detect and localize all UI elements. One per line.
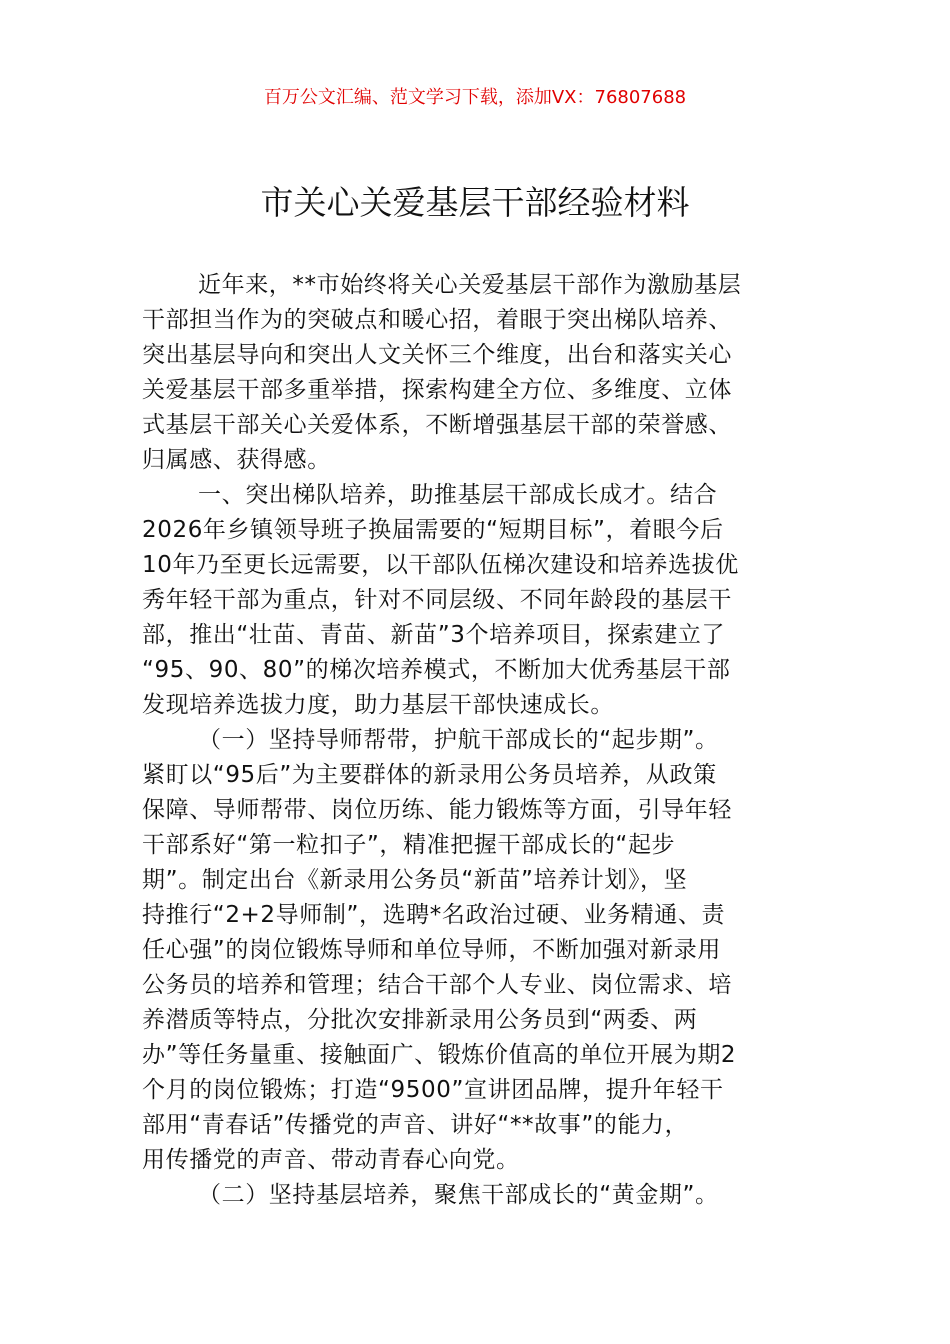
- body-line: 期”。制定出台《新录用公务员“新苗”培养计划》，坚: [142, 867, 688, 893]
- subsection-heading-line: （二）坚持基层培养，聚焦干部成长的“黄金期”。: [198, 1182, 719, 1208]
- body-line: 公务员的培养和管理；结合干部个人专业、岗位需求、培: [142, 972, 732, 998]
- body-line: 归属感、获得感。: [142, 447, 331, 473]
- body-line: 干部系好“第一粒扣子”，精准把握干部成长的“起步: [142, 832, 676, 858]
- body-line: 个月的岗位锻炼；打造“9500”宣讲团品牌，提升年轻干: [142, 1077, 724, 1103]
- body-line: 持推行“2+2导师制”，选聘*名政治过硬、业务精通、责: [142, 902, 726, 928]
- body-line: 10年乃至更长远需要，以干部队伍梯次建设和培养选拔优: [142, 552, 739, 578]
- body-line: 关爱基层干部多重举措，探索构建全方位、多维度、立体: [142, 377, 732, 403]
- subsection-heading-line: （一）坚持导师帮带，护航干部成长的“起步期”。: [198, 727, 719, 753]
- body-line: 任心强”的岗位锻炼导师和单位导师，不断加强对新录用: [142, 937, 721, 963]
- body-line: 发现培养选拔力度，助力基层干部快速成长。: [142, 692, 614, 718]
- body-line: 保障、导师帮带、岗位历练、能力锻炼等方面，引导年轻: [142, 797, 732, 823]
- body-line: 用传播党的声音、带动青春心向党。: [142, 1147, 520, 1173]
- section-heading-line: 一、突出梯队培养，助推基层干部成长成才。结合: [198, 482, 718, 508]
- body-line: “95、90、80”的梯次培养模式，不断加大优秀基层干部: [142, 657, 731, 683]
- body-line: 养潜质等特点，分批次安排新录用公务员到“两委、两: [142, 1007, 698, 1033]
- header-note: 百万公文汇编、范文学习下载，添加VX：76807688: [263, 87, 687, 108]
- body-line: 干部担当作为的突破点和暖心招，着眼于突出梯队培养、: [142, 307, 732, 333]
- body-line: 部用“青春话”传播党的声音、讲好“**故事”的能力，: [142, 1112, 689, 1138]
- page-title: 市关心关爱基层干部经验材料: [260, 183, 690, 222]
- body-line: 办”等任务量重、接触面广、锻炼价值高的单位开展为期2: [142, 1042, 737, 1068]
- body-line: 秀年轻干部为重点，针对不同层级、不同年龄段的基层干: [142, 587, 732, 613]
- body-line: 近年来，**市始终将关心关爱基层干部作为激励基层: [198, 272, 742, 298]
- body-line: 式基层干部关心关爱体系，不断增强基层干部的荣誉感、: [142, 412, 732, 438]
- body-line: 2026年乡镇领导班子换届需要的“短期目标”，着眼今后: [142, 517, 724, 543]
- body-text: [142, 268, 810, 1213]
- body-line: 突出基层导向和突出人文关怀三个维度，出台和落实关心: [142, 342, 732, 368]
- body-line: 部，推出“壮苗、青苗、新苗”3个培养项目，探索建立了: [142, 622, 726, 648]
- body-line: 紧盯以“95后”为主要群体的新录用公务员培养，从政策: [142, 762, 717, 788]
